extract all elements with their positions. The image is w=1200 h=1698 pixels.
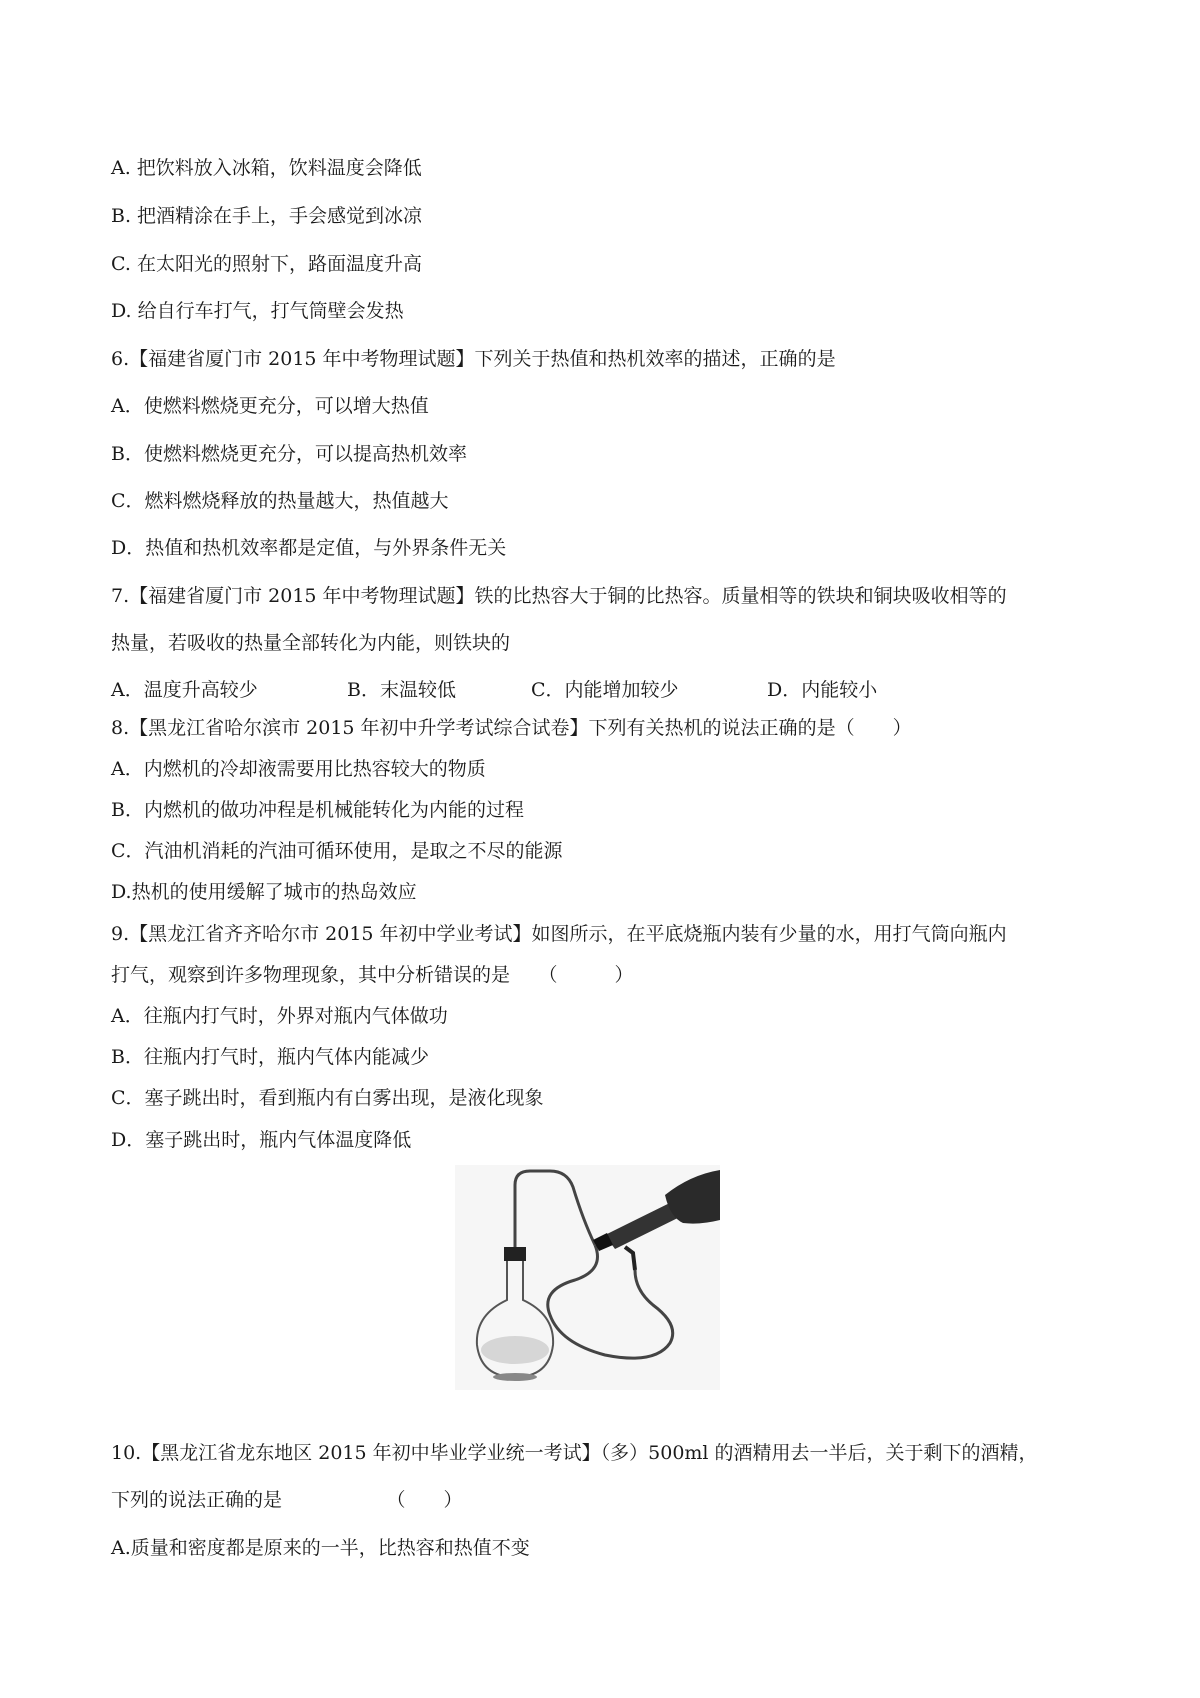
q6-option-b: B．使燃料燃烧更充分，可以提高热机效率	[111, 443, 467, 465]
q7-option-b: B．末温较低	[347, 679, 456, 701]
q8-option-a: A．内燃机的冷却液需要用比热容较大的物质	[111, 758, 486, 780]
q9-option-d: D．塞子跳出时，瓶内气体温度降低	[111, 1129, 412, 1151]
q9-option-b: B．往瓶内打气时，瓶内气体内能减少	[111, 1046, 429, 1068]
q6-option-c: C．燃料燃烧释放的热量越大，热值越大	[111, 490, 449, 512]
q9-stem-line2: 打气，观察到许多物理现象，其中分析错误的是 （ ）	[111, 964, 634, 986]
q7-stem-line1: 7.【福建省厦门市 2015 年中考物理试题】铁的比热容大于铜的比热容。质量相等的铁块和铜块吸收相等的	[111, 585, 1007, 607]
q7-option-a: A．温度升高较少	[111, 679, 258, 701]
q6-option-a: A．使燃料燃烧更充分，可以增大热值	[111, 395, 429, 417]
q8-stem: 8.【黑龙江省哈尔滨市 2015 年初中升学考试综合试卷】下列有关热机的说法正确的是（ ）	[111, 717, 912, 739]
q10-option-a: A.质量和密度都是原来的一半，比热容和热值不变	[111, 1537, 530, 1559]
q5-option-d: D. 给自行车打气，打气筒壁会发热	[111, 300, 404, 322]
q8-option-d: D.热机的使用缓解了城市的热岛效应	[111, 881, 417, 903]
flask-base	[493, 1373, 537, 1381]
q10-stem-line1: 10.【黑龙江省龙东地区 2015 年初中毕业学业统一考试】（多）500ml 的酒精用去一半后，关于剩下的酒精，	[111, 1442, 1038, 1464]
q7-option-d: D．内能较小	[767, 679, 878, 701]
q7-options-row	[111, 677, 911, 703]
q10-stem-line2: 下列的说法正确的是 （ ）	[111, 1489, 463, 1511]
q9-option-c: C．塞子跳出时，看到瓶内有白雾出现，是液化现象	[111, 1087, 544, 1109]
q7-stem-line2: 热量，若吸收的热量全部转化为内能，则铁块的	[111, 632, 511, 654]
q8-option-b: B．内燃机的做功冲程是机械能转化为内能的过程	[111, 799, 524, 821]
q9-option-a: A．往瓶内打气时，外界对瓶内气体做功	[111, 1005, 448, 1027]
flask-pump-figure	[455, 1165, 720, 1390]
q5-option-a: A. 把饮料放入冰箱，饮料温度会降低	[111, 157, 422, 179]
q9-stem-line1: 9.【黑龙江省齐齐哈尔市 2015 年初中学业考试】如图所示，在平底烧瓶内装有少量的水，用打气筒向瓶内	[111, 923, 1007, 945]
q7-option-c: C．内能增加较少	[531, 679, 679, 701]
flask-liquid	[481, 1336, 549, 1364]
q6-stem: 6.【福建省厦门市 2015 年中考物理试题】下列关于热值和热机效率的描述，正确的是	[111, 348, 836, 370]
flask-stopper	[504, 1247, 526, 1261]
q5-option-c: C. 在太阳光的照射下，路面温度升高	[111, 253, 422, 275]
q5-option-b: B. 把酒精涂在手上，手会感觉到冰凉	[111, 205, 423, 227]
q8-option-c: C．汽油机消耗的汽油可循环使用，是取之不尽的能源	[111, 840, 563, 862]
q6-option-d: D．热值和热机效率都是定值，与外界条件无关	[111, 537, 507, 559]
flask-pump-illustration	[455, 1165, 720, 1390]
